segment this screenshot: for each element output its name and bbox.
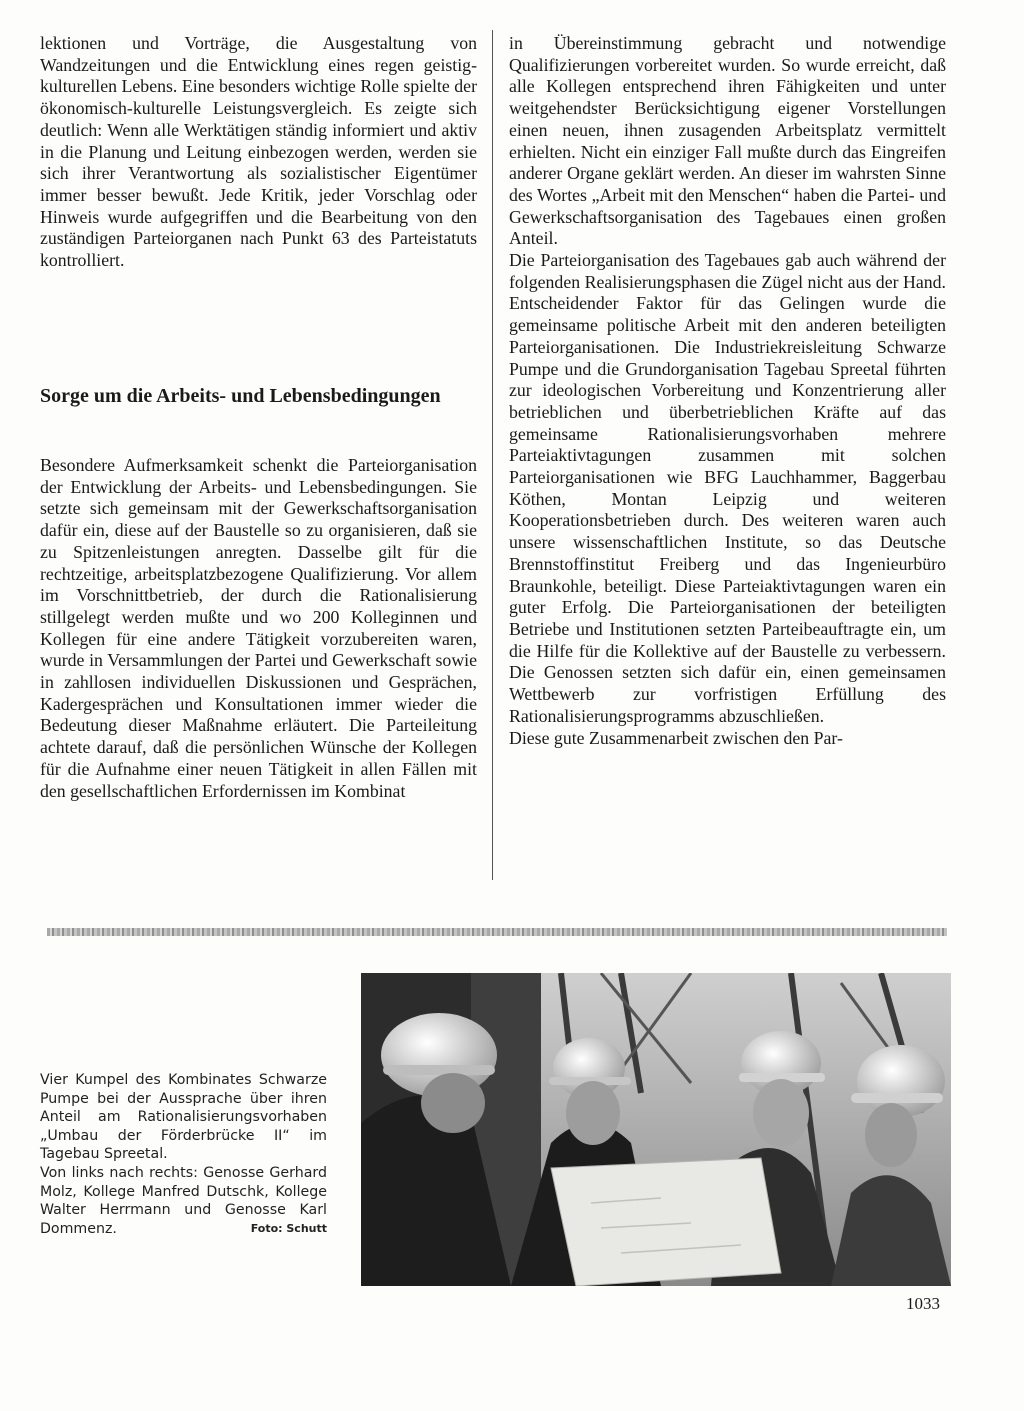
right-column (509, 33, 946, 749)
caption-names (40, 1164, 327, 1238)
caption-description: Vier Kumpel des Kombinates Schwarze Pumpe bei der Aussprache über ihren Anteil am Rationalisierungsvorhaben „Umbau der Förderbrücke II“ im Tagebau Spreetal. (40, 1072, 327, 1163)
right-paragraph-1: in Übereinstimmung gebracht und notwendige Qualifizierungen vorbereitet wurden. So wurde erreicht, daß alle Kollegen entsprechend ihren Fähigkeiten und unter weitgehendster Berücksichtigung eigener Vorstellungen einen neuen, ihnen zusagenden Arbeitsplatz vermittelt erhielten. Nicht ein einziger Fall mußte durch das Eingreifen anderer Organe geklärt werden. An dieser im wahrsten Sinne des Wortes „Arbeit mit den Menschen“ haben die Partei- und Gewerkschaftsorganisation des Tagebaues einen großen Anteil. (509, 33, 946, 249)
section-heading: Sorge um die Arbeits- und Lebensbedingungen (40, 385, 441, 407)
photo-credit: Foto: Schutt (250, 1221, 327, 1235)
separator-band (47, 928, 947, 936)
workers-photo (361, 973, 951, 1286)
left-paragraph-2: Besondere Aufmerksamkeit schenkt die Parteiorganisation der Entwicklung der Arbeits- und Lebensbedingungen. Sie setzte sich gemeinsam mit der Gewerkschaftsorganisation dafür ein, diese auf der Baustelle so zu organisieren, daß sie zu Spitzenleistungen anregten. Dasselbe gilt für die rechtzeitige, arbeitsplatzbezogene Qualifizierung. Vor allem im Vorschnittbetrieb, der durch die Rationalisierung stillgelegt werden mußte und wo 200 Kolleginnen und Kollegen für eine andere Tätigkeit vorzubereiten waren, wurde in Versammlungen der Partei und Gewerkschaft sowie in zahllosen individuellen Diskussionen und Gesprächen, Kadergesprächen und Konsultationen immer wieder die Bedeutung dieser Maßnahme erläutert. Die Parteileitung achtete darauf, daß die persönlichen Wünsche der Kollegen für die Aufnahme einer neuen Tätigkeit in allen Fällen mit den gesellschaftlichen Erfordernissen im Kombinat (40, 455, 477, 801)
left-column-bottom (40, 455, 477, 802)
left-paragraph-1: lektionen und Vorträge, die Ausgestaltung von Wandzeitungen und die Entwicklung eines regen geistig-kulturellen Lebens. Eine besonders wichtige Rolle spielte der ökonomisch-kulturelle Leistungsvergleich. Es zeigte sich deutlich: Wenn alle Werktätigen ständig informiert und aktiv in die Planung und Leitung einbezogen werden, werden sie sich ihrer Verantwortung als sozialistischer Eigentümer immer besser bewußt. Jede Kritik, jeder Vorschlag oder Hinweis wurde aufgegriffen und die Bearbeitung von den zuständigen Parteiorganen nach Punkt 63 des Parteistatuts kontrolliert. (40, 33, 477, 271)
right-paragraph-2: Die Parteiorganisation des Tagebaues gab auch während der folgenden Realisierungsphasen die Zügel nicht aus der Hand. Entscheidender Faktor für das Gelingen wurde die gemeinsame politische Arbeit mit den anderen beteiligten Parteiorganisationen. Die Industriekreisleitung Schwarze Pumpe und die Grundorganisation Tagebau Spreetal führten zur ideologischen Vorbereitung und Konzentrierung aller betrieblichen und überbetrieblichen Kräfte auf das gemeinsame Rationalisierungsvorhaben mehrere Parteiaktivtagungen zusammen mit solchen Parteiorganisationen wie BFG Lauchhammer, Baggerbau Köthen, Montan Leipzig und weiteren Kooperationsbetrieben durch. Des weiteren waren auch unsere wissenschaftlichen Institute, so das Deutsche Brennstoffinstitut Freiberg und das Ingenieurbüro Braunkohle, beteiligt. Diese Parteiaktivtagungen waren ein guter Erfolg. Die Parteiorganisationen der beteiligten Betriebe und Institutionen setzten Parteibeauftragte ein, um die Hilfe für die Kollektive auf der Baustelle zu verbessern. Die Genossen setzten sich dafür ein, einen gemeinsamen Wettbewerb zur vorfristigen Erfüllung des Rationalisierungsprogramms abzuschließen. (509, 250, 946, 726)
photo-caption (40, 1071, 327, 1238)
left-column-top (40, 33, 477, 272)
page-number: 1033 (906, 1294, 940, 1313)
right-paragraph-3: Diese gute Zusammenarbeit zwischen den Par- (509, 727, 843, 748)
column-divider (492, 30, 493, 880)
caption-names-text: Von links nach rechts: Genosse Gerhard Molz, Kollege Manfred Dutschk, Kollege Walter Herrmann und Genosse Karl Dommenz. (40, 1164, 327, 1237)
